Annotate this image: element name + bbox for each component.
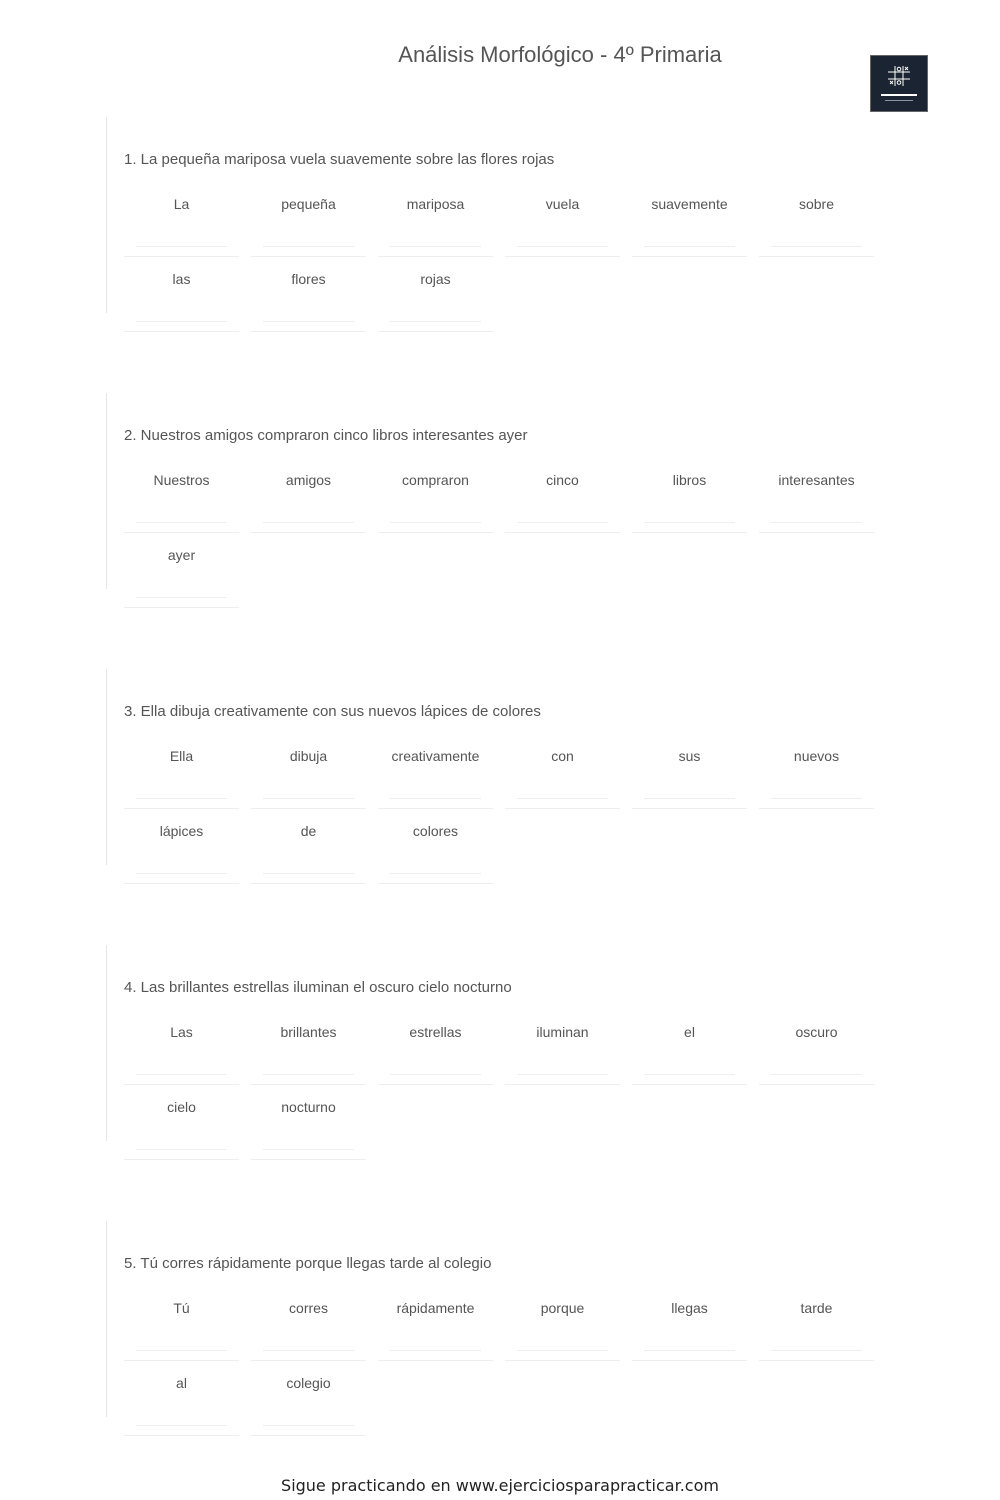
word-cell — [378, 1018, 493, 1085]
word-label: suavemente — [651, 196, 728, 212]
exercise-section — [106, 393, 897, 589]
word-row — [124, 466, 889, 541]
answer-line[interactable] — [390, 798, 481, 799]
answer-line[interactable] — [263, 1074, 354, 1075]
word-label: amigos — [285, 472, 332, 488]
word-cell — [251, 1018, 366, 1085]
exercise-section — [106, 945, 897, 1141]
word-label: sus — [678, 748, 701, 764]
word-label: nuevos — [793, 748, 840, 764]
word-grid — [124, 1294, 889, 1444]
answer-line[interactable] — [263, 873, 354, 874]
word-cell — [378, 742, 493, 809]
answer-line[interactable] — [644, 246, 735, 247]
page-title: Análisis Morfológico - 4º Primaria — [398, 42, 722, 67]
tic-tac-toe-logo-icon — [870, 55, 928, 112]
word-row — [124, 1294, 889, 1369]
answer-line[interactable] — [517, 522, 608, 523]
word-cell — [759, 742, 874, 809]
answer-line[interactable] — [136, 597, 227, 598]
word-label: creativamente — [391, 748, 480, 764]
word-cell — [759, 1018, 874, 1085]
answer-line[interactable] — [390, 1350, 481, 1351]
answer-line[interactable] — [136, 798, 227, 799]
word-grid — [124, 466, 889, 616]
word-cell — [505, 742, 620, 809]
word-label: corres — [289, 1300, 328, 1316]
answer-line[interactable] — [136, 1425, 227, 1426]
word-cell — [759, 466, 874, 533]
word-label: libros — [672, 472, 707, 488]
word-label: con — [551, 748, 574, 764]
word-label: nocturno — [281, 1099, 336, 1115]
word-cell — [251, 742, 366, 809]
word-label: Ella — [169, 748, 194, 764]
word-label: al — [176, 1375, 187, 1391]
answer-line[interactable] — [263, 1425, 354, 1426]
answer-line[interactable] — [136, 1074, 227, 1075]
word-row — [124, 541, 889, 616]
word-row — [124, 265, 889, 340]
answer-line[interactable] — [517, 798, 608, 799]
word-grid — [124, 742, 889, 892]
word-label: ayer — [167, 547, 196, 563]
word-cell — [124, 817, 239, 884]
answer-line[interactable] — [263, 522, 354, 523]
word-cell — [251, 817, 366, 884]
word-cell — [505, 1294, 620, 1361]
word-label: estrellas — [409, 1024, 462, 1040]
word-label: dibuja — [289, 748, 328, 764]
word-row — [124, 742, 889, 817]
word-label: vuela — [545, 196, 580, 212]
word-cell — [124, 1294, 239, 1361]
word-label: de — [300, 823, 317, 839]
answer-line[interactable] — [771, 1074, 862, 1075]
word-cell — [378, 265, 493, 332]
word-cell — [505, 190, 620, 257]
word-cell — [378, 190, 493, 257]
word-cell — [251, 1093, 366, 1160]
word-label: rápidamente — [396, 1300, 475, 1316]
word-cell — [124, 1093, 239, 1160]
exercise-sentence: 2. Nuestros amigos compraron cinco libros interesantes ayer — [124, 427, 528, 444]
word-cell — [124, 190, 239, 257]
word-row — [124, 1369, 889, 1444]
exercise-sentence: 4. Las brillantes estrellas iluminan el oscuro cielo nocturno — [124, 979, 512, 996]
word-row — [124, 1093, 889, 1168]
word-cell — [124, 742, 239, 809]
word-label: flores — [291, 271, 326, 287]
word-cell — [251, 190, 366, 257]
word-cell — [759, 1294, 874, 1361]
exercise-sentence: 3. Ella dibuja creativamente con sus nuevos lápices de colores — [124, 703, 541, 720]
answer-line[interactable] — [263, 246, 354, 247]
word-cell — [251, 1369, 366, 1436]
word-label: cinco — [546, 472, 579, 488]
word-label: tarde — [800, 1300, 833, 1316]
answer-line[interactable] — [136, 522, 227, 523]
word-label: La — [173, 196, 190, 212]
answer-line[interactable] — [263, 1350, 354, 1351]
word-cell — [632, 1294, 747, 1361]
answer-line[interactable] — [136, 873, 227, 874]
word-cell — [124, 466, 239, 533]
word-grid — [124, 1018, 889, 1168]
answer-line[interactable] — [136, 321, 227, 322]
word-label: porque — [540, 1300, 585, 1316]
answer-line[interactable] — [263, 798, 354, 799]
answer-line[interactable] — [136, 1350, 227, 1351]
word-label: compraron — [402, 472, 469, 488]
word-cell — [378, 1294, 493, 1361]
word-cell — [378, 466, 493, 533]
word-cell — [505, 1018, 620, 1085]
word-cell — [124, 541, 239, 608]
answer-line[interactable] — [771, 522, 862, 523]
word-cell — [505, 466, 620, 533]
footer-text: Sigue practicando en www.ejerciciosparapracticar.com — [281, 1476, 719, 1495]
word-cell — [251, 466, 366, 533]
word-cell — [632, 190, 747, 257]
answer-line[interactable] — [644, 522, 735, 523]
answer-line[interactable] — [644, 1074, 735, 1075]
word-label: interesantes — [778, 472, 855, 488]
word-label: sobre — [798, 196, 835, 212]
word-cell — [632, 1018, 747, 1085]
word-label: colores — [412, 823, 459, 839]
word-label: rojas — [420, 271, 451, 287]
word-label: Tú — [173, 1300, 190, 1316]
word-cell — [632, 466, 747, 533]
word-label: el — [684, 1024, 695, 1040]
answer-line[interactable] — [517, 1350, 608, 1351]
word-label: lápices — [159, 823, 204, 839]
word-cell — [124, 1369, 239, 1436]
word-label: cielo — [167, 1099, 196, 1115]
word-cell — [251, 265, 366, 332]
answer-line[interactable] — [390, 321, 481, 322]
answer-line[interactable] — [390, 522, 481, 523]
answer-line[interactable] — [390, 246, 481, 247]
word-label: pequeña — [281, 196, 336, 212]
word-label: brillantes — [280, 1024, 337, 1040]
answer-line[interactable] — [390, 1074, 481, 1075]
answer-line[interactable] — [771, 798, 862, 799]
word-grid — [124, 190, 889, 340]
answer-line[interactable] — [136, 246, 227, 247]
answer-line[interactable] — [263, 1149, 354, 1150]
word-row — [124, 190, 889, 265]
word-cell — [124, 1018, 239, 1085]
word-cell — [124, 265, 239, 332]
word-cell — [378, 817, 493, 884]
word-cell — [251, 1294, 366, 1361]
answer-line[interactable] — [644, 1350, 735, 1351]
word-cell — [759, 190, 874, 257]
answer-line[interactable] — [771, 246, 862, 247]
exercise-section — [106, 669, 897, 865]
word-cell — [632, 742, 747, 809]
exercise-section — [106, 117, 897, 313]
answer-line[interactable] — [263, 321, 354, 322]
answer-line[interactable] — [517, 246, 608, 247]
word-label: colegio — [286, 1375, 331, 1391]
answer-line[interactable] — [644, 798, 735, 799]
word-label: mariposa — [406, 196, 465, 212]
word-row — [124, 1018, 889, 1093]
word-label: iluminan — [536, 1024, 589, 1040]
word-label: Las — [170, 1024, 193, 1040]
answer-line[interactable] — [390, 873, 481, 874]
word-label: Nuestros — [153, 472, 210, 488]
answer-line[interactable] — [517, 1074, 608, 1075]
exercise-sentence: 5. Tú corres rápidamente porque llegas tarde al colegio — [124, 1255, 492, 1272]
answer-line[interactable] — [771, 1350, 862, 1351]
word-label: llegas — [671, 1300, 708, 1316]
word-row — [124, 817, 889, 892]
exercise-sentence: 1. La pequeña mariposa vuela suavemente sobre las flores rojas — [124, 151, 555, 168]
word-label: oscuro — [795, 1024, 838, 1040]
exercise-section — [106, 1221, 897, 1417]
answer-line[interactable] — [136, 1149, 227, 1150]
word-label: las — [172, 271, 191, 287]
